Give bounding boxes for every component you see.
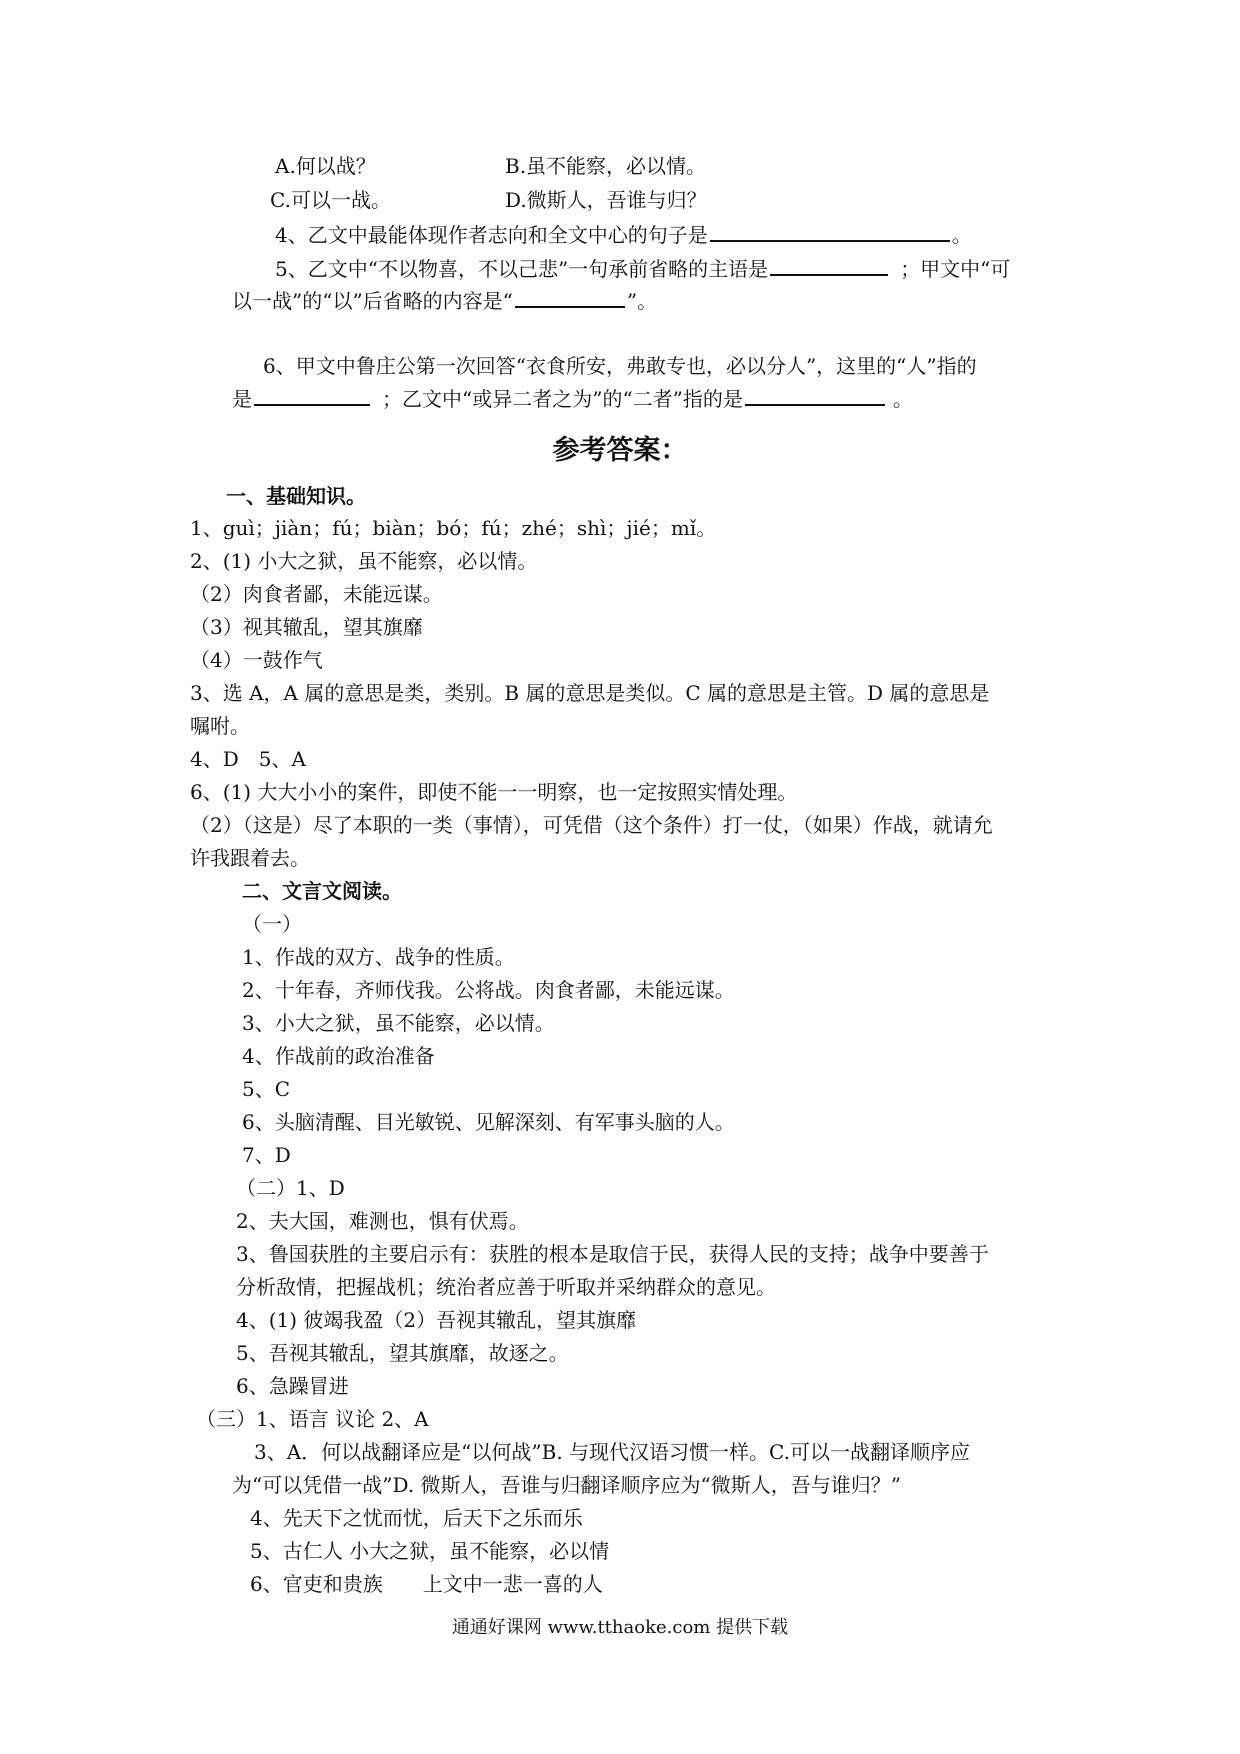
answer-line: 5、古仁人 小大之狱，虽不能察，必以情	[250, 1539, 610, 1563]
answer-line: （二）1、D	[236, 1176, 345, 1200]
question-5-line-2	[232, 286, 657, 315]
question-5-line-1	[275, 254, 1010, 283]
question-5-text-c: 以一战”的“以”后省略的内容是“	[232, 289, 513, 313]
question-4-end: 。	[951, 223, 972, 247]
answer-blank[interactable]	[710, 220, 950, 242]
question-4-text: 4、乙文中最能体现作者志向和全文中心的句子是	[275, 223, 708, 247]
answer-line: 为“可以凭借一战”D. 微斯人，吾谁与归翻译顺序应为“微斯人，吾与谁归？”	[232, 1473, 901, 1497]
answer-blank[interactable]	[745, 384, 885, 406]
question-5-text: 5、乙文中“不以物喜，不以己悲”一句承前省略的主语是	[275, 257, 769, 281]
option-b: B.虽不能察，必以情。	[505, 154, 707, 178]
question-6-text-b: ；乙文中“或异二者之为”的“二者”指的是	[382, 387, 743, 411]
answer-line: （2）肉食者鄙，未能远谋。	[190, 582, 443, 606]
option-c: C.可以一战。	[270, 188, 391, 212]
answer-line: 7、D	[242, 1143, 291, 1167]
answer-line: 4、(1) 彼竭我盈（2）吾视其辙乱，望其旗靡	[236, 1308, 637, 1332]
answer-line: （3）视其辙乱，望其旗靡	[190, 615, 423, 639]
question-6-line-1: 6、甲文中鲁庄公第一次回答“衣食所安，弗敢专也，必以分人”，这里的“人”指的	[263, 354, 977, 378]
question-6-text-c: 。	[892, 387, 913, 411]
answer-line: 嘱咐。	[190, 714, 250, 738]
answer-line: 1、作战的双方、战争的性质。	[242, 945, 515, 969]
answer-line: 分析敌情，把握战机；统治者应善于听取并采纳群众的意见。	[236, 1275, 776, 1299]
answer-line: 3、小大之狱，虽不能察，必以情。	[242, 1011, 555, 1035]
answer-line: 3、鲁国获胜的主要启示有：获胜的根本是取信于民，获得人民的支持；战争中要善于	[236, 1242, 989, 1266]
answer-line: 2、夫大国，难测也，惧有伏焉。	[236, 1209, 529, 1233]
answer-line: 1、guì；jiàn；fú；biàn；bó；fú；zhé；shì；jié；mǐ。	[190, 516, 717, 540]
answer-line: 6、(1) 大大小小的案件，即使不能一一明察，也一定按照实情处理。	[190, 780, 798, 804]
answer-line: 6、急躁冒进	[236, 1374, 349, 1398]
answer-line: （一）	[242, 912, 302, 936]
question-5-text-b: ；甲文中“可	[900, 257, 1011, 281]
answer-line: （2）（这是）尽了本职的一类（事情），可凭借（这个条件）打一仗，（如果）作战，就请允	[190, 813, 993, 837]
answer-line: 3、选 A，A 属的意思是类，类别。B 属的意思是类似。C 属的意思是主管。D 属的意思是	[190, 681, 990, 705]
answer-title: 参考答案：	[552, 435, 688, 466]
page-footer: 通通好课网 www.tthaoke.com 提供下载	[451, 1617, 789, 1638]
option-a: A.何以战？	[275, 154, 376, 178]
answer-line: 5、C	[242, 1077, 291, 1101]
answer-blank[interactable]	[770, 254, 888, 276]
option-d: D.微斯人，吾谁与归？	[505, 188, 707, 212]
section-heading: 一、基础知识。	[226, 484, 366, 508]
answer-line: （三）1、语言 议论 2、A	[196, 1407, 429, 1431]
answer-line: 6、头脑清醒、目光敏锐、见解深刻、有军事头脑的人。	[242, 1110, 735, 1134]
question-4	[275, 220, 972, 249]
question-6-line-2	[232, 384, 913, 413]
answer-line: 4、D 5、A	[190, 747, 306, 771]
question-5-text-d: ”。	[626, 289, 658, 313]
answer-blank[interactable]	[254, 384, 370, 406]
answer-line: 4、作战前的政治准备	[242, 1044, 435, 1068]
answer-line: （4）一鼓作气	[190, 648, 323, 672]
answer-line: 许我跟着去。	[190, 846, 310, 870]
answer-line: 3、A．何以战翻译应是“以何战”B. 与现代汉语习惯一样。C.可以一战翻译顺序应	[254, 1440, 970, 1464]
answer-line: 6、官吏和贵族 上文中一悲一喜的人	[250, 1572, 603, 1596]
question-6-text-a: 是	[232, 387, 252, 411]
answer-line: 4、先天下之忧而忧，后天下之乐而乐	[250, 1506, 583, 1530]
answer-line: 2、(1) 小大之狱，虽不能察，必以情。	[190, 549, 538, 573]
answer-blank[interactable]	[515, 286, 625, 308]
answer-line: 2、十年春，齐师伐我。公将战。肉食者鄙，未能远谋。	[242, 978, 735, 1002]
answer-line: 5、吾视其辙乱，望其旗靡，故逐之。	[236, 1341, 569, 1365]
section-heading: 二、文言文阅读。	[242, 879, 402, 903]
